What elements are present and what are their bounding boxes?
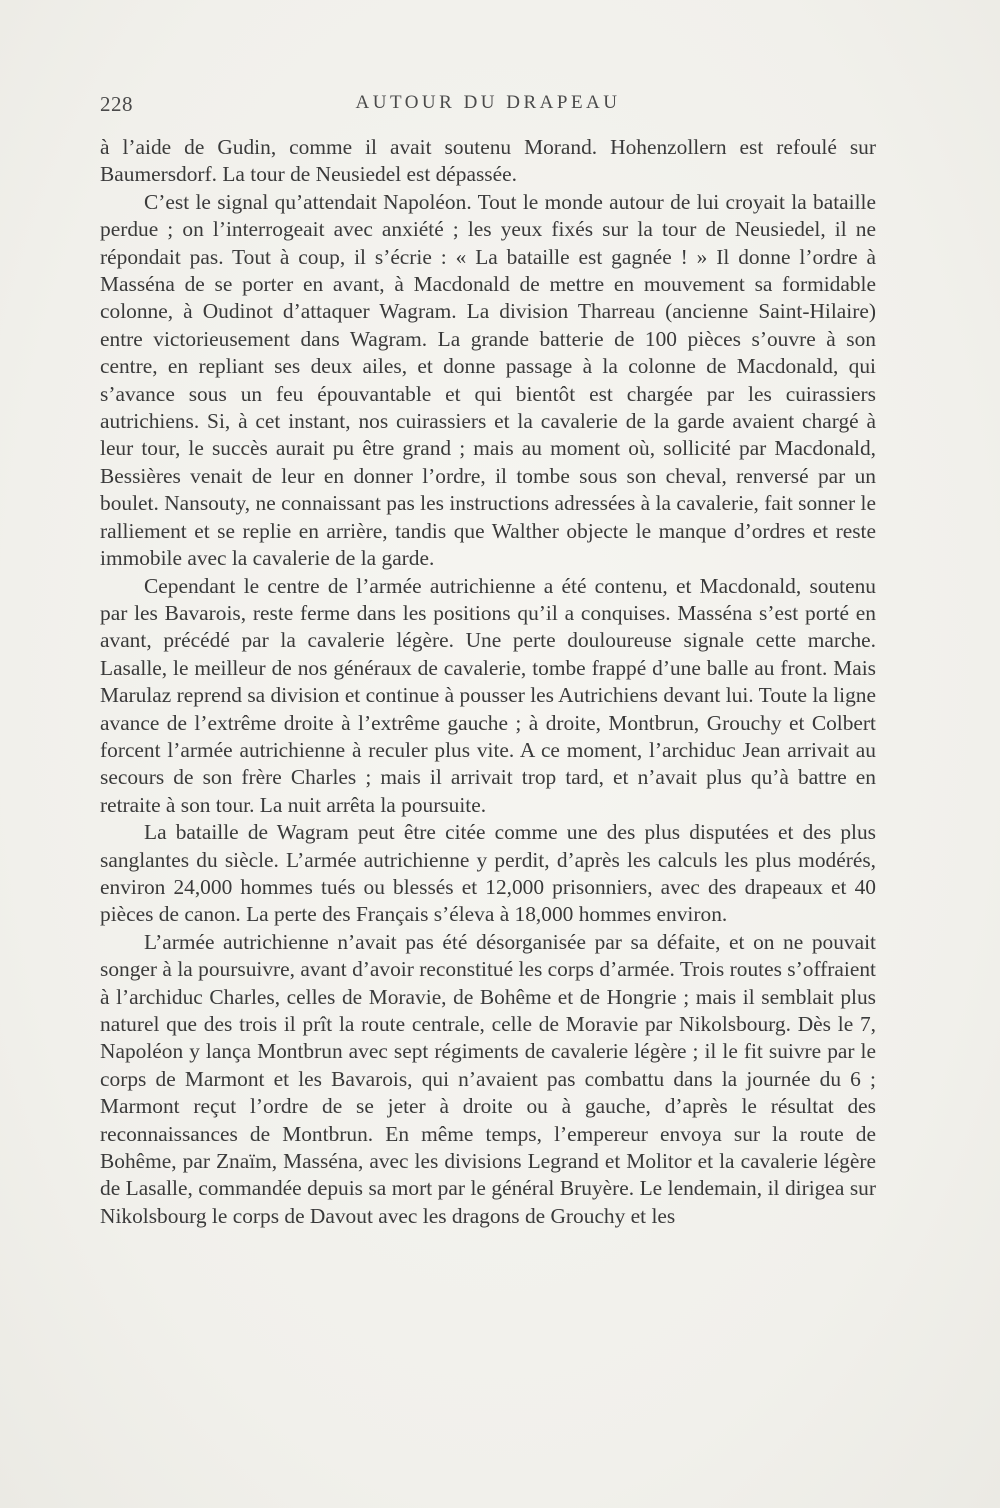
paragraph-1: à l’aide de Gudin, comme il avait soutenu Morand. Hohenzollern est refoulé sur Baumersdorf. La tour de Neusiedel est dépassée. <box>100 135 876 187</box>
body-text <box>100 134 876 1230</box>
paragraph-3: Cependant le centre de l’armée autrichienne a été contenu, et Macdonald, soutenu par les Bavarois, reste ferme dans les positions qu’il a conquises. Masséna s’est porté en avant, précédé par la cavalerie légère. Une perte douloureuse signale cette marche. Lasalle, le meilleur de nos généraux de cavalerie, tombe frappé d’une balle au front. Mais Marulaz reprend sa division et continue à pousser les Autrichiens devant lui. Toute la ligne avance de l’extrême droite à l’extrême gauche ; à droite, Montbrun, Grouchy et Colbert forcent l’armée autrichienne à reculer plus vite. A ce moment, l’archiduc Jean arrivait au secours de son frère Charles ; mais il arrivait trop tard, et n’avait plus qu’à battre en retraite à son tour. La nuit arrêta la poursuite. <box>100 573 876 817</box>
paragraph-2: C’est le signal qu’attendait Napoléon. Tout le monde autour de lui croyait la bataille perdue ; on l’interrogeait avec anxiété ; les yeux fixés sur la tour de Neusiedel, il ne répondait pas. Tout à coup, il s’écrie : « La bataille est gagnée ! » Il donne l’ordre à Masséna de se porter en avant, à Macdonald de mettre en mouvement sa formidable colonne, à Oudinot d’attaquer Wagram. La division Tharreau (ancienne Saint-Hilaire) entre victorieusement dans Wagram. La grande batterie de 100 pièces s’ouvre à son centre, en repliant ses deux ailes, et donne passage à la colonne de Macdonald, qui s’avance sous un feu épouvantable et qui bientôt est chargée par les cuirassiers autrichiens. Si, à cet instant, nos cuirassiers et la cavalerie de la garde avaient chargé à leur tour, le succès aurait pu être grand ; mais au moment où, sollicité par Macdonald, Bessières venait de leur en donner l’ordre, il tombe sous son cheval, renversé par un boulet. Nansouty, ne connaissant pas les instructions adressées à la cavalerie, fait sonner le ralliement et se replie en arrière, tandis que Walther objecte le manque d’ordres et reste immobile avec la cavalerie de la garde. <box>100 189 876 571</box>
page-header <box>100 92 876 122</box>
running-title: AUTOUR DU DRAPEAU <box>355 92 621 113</box>
paragraph-5: L’armée autrichienne n’avait pas été désorganisée par sa défaite, et on ne pouvait songer à la poursuivre, avant d’avoir reconstitué les corps d’armée. Trois routes s’offraient à l’archiduc Charles, celles de Moravie, de Bohême et de Hongrie ; mais il semblait plus naturel que des trois il prît la route centrale, celle de Moravie par Nikolsbourg. Dès le 7, Napoléon y lança Montbrun avec sept régiments de cavalerie légère ; il le fit suivre par le corps de Marmont et les Bavarois, qui n’avaient pas combattu dans la journée du 6 ; Marmont reçut l’ordre de se jeter à droite ou à gauche, d’après le résultat des reconnaissances de Montbrun. En même temps, l’empereur envoya sur la route de Bohême, par Znaïm, Masséna, avec les divisions Legrand et Molitor et la cavalerie légère de Lasalle, commandée depuis sa mort par le général Bruyère. Le lendemain, il dirigea sur Nikolsbourg le corps de Davout avec les dragons de Grouchy et les <box>100 929 876 1228</box>
paragraph-4: La bataille de Wagram peut être citée comme une des plus disputées et des plus sanglantes du siècle. L’armée autrichienne y perdit, d’après les calculs les plus modérés, environ 24,000 hommes tués ou blessés et 12,000 prisonniers, avec des drapeaux et 40 pièces de canon. La perte des Français s’éleva à 18,000 hommes environ. <box>100 820 876 927</box>
page-number: 228 <box>100 92 133 116</box>
